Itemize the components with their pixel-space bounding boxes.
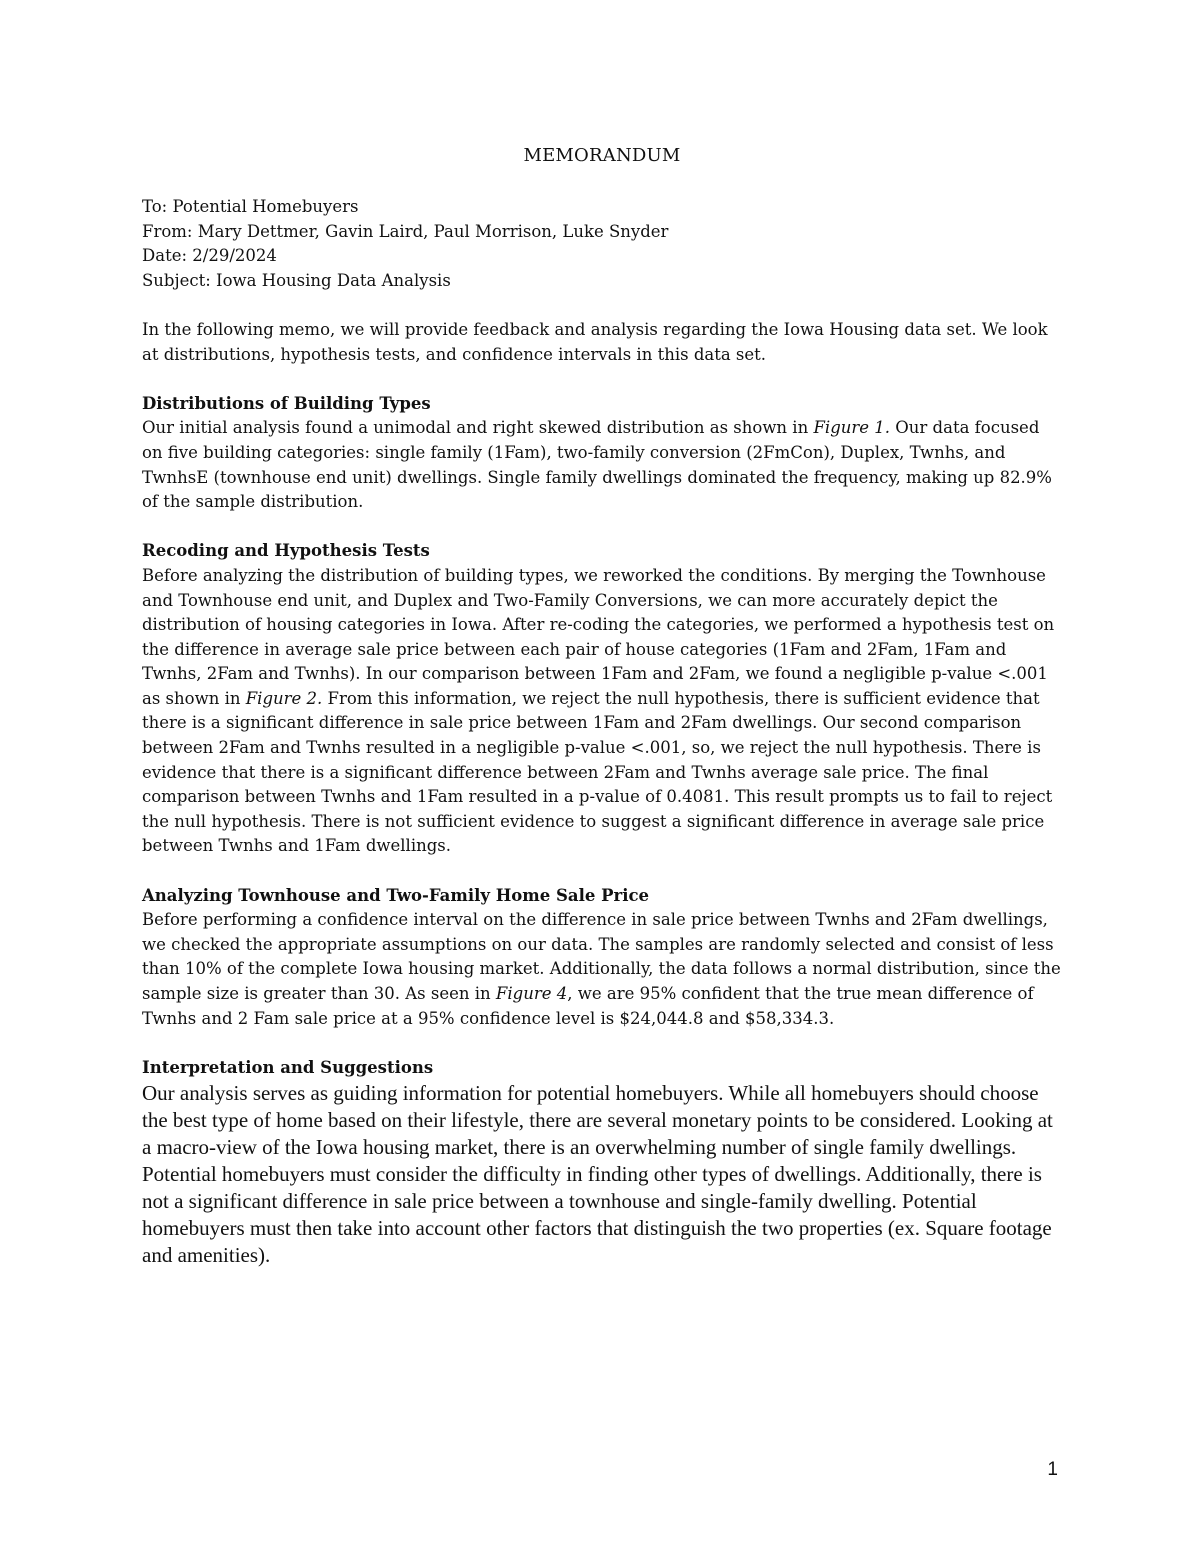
spacer <box>142 1031 1062 1056</box>
memo-to: To: Potential Homebuyers <box>142 197 359 216</box>
text-run: Our initial analysis found a unimodal and right skewed distribution as shown in <box>142 418 814 438</box>
section-heading-townhouse: Analyzing Townhouse and Two-Family Home Sale Price <box>142 885 650 905</box>
section-text-distributions <box>142 416 1062 514</box>
memo-title: MEMORANDUM <box>523 145 681 166</box>
memo-body <box>142 143 1062 1269</box>
section-heading-recoding: Recoding and Hypothesis Tests <box>142 541 430 561</box>
memo-from: From: Mary Dettmer, Gavin Laird, Paul Morrison, Luke Snyder <box>142 221 669 241</box>
text-run: From this information, we reject the null hypothesis, there is sufficient evidence that there is a significant difference in sale price between 1Fam and 2Fam dwellings. Our second comparison between 2Fam and Twnhs resulted in a negligible p-value <.001, so, we reject the null hypothesis. There is evidence that there is a significant difference between 2Fam and Twnhs average sale price. The final comparison between Twnhs and 1Fam resulted in a p-value of 0.4081. This result prompts us to fail to reject the null hypothesis. There is not sufficient evidence to suggest a significant difference in average sale price between Twnhs and 1Fam dwellings. <box>142 688 1053 856</box>
text-run: Our data focused on five building categories: single family (1Fam), two-family conversion (2FmCon), Duplex, Twnhs, and TwnhsE (townhouse end unit) dwellings. Single family dwellings dominated the frequency, making up 82.9% of the sample distribution. <box>142 418 1052 512</box>
spacer <box>142 293 1062 318</box>
section-heading-distributions: Distributions of Building Types <box>142 393 431 413</box>
text-run: Before analyzing the distribution of building types, we reworked the conditions. By merging the Townhouse and Townhouse end unit, and Duplex and Two-Family Conversions, we can more accurately depict the distribution of housing categories in Iowa. After re-coding the categories, we performed a hypothesis test on the difference in average sale price between each pair of house categories (1Fam and 2Fam, 1Fam and Twnhs, 2Fam and Twnhs). In our comparison between 1Fam and 2Fam, we found a negligible p-value <.001 as shown in <box>142 565 1055 708</box>
memo-intro: In the following memo, we will provide feedback and analysis regarding the Iowa Housing data set. We look at distributions, hypothesis tests, and confidence intervals in this data set. <box>142 319 1048 364</box>
spacer <box>142 859 1062 884</box>
figure-reference: Figure 2. <box>245 688 323 708</box>
spacer <box>142 367 1062 392</box>
section-heading-interpretation: Interpretation and Suggestions <box>142 1057 434 1077</box>
text-run: Before performing a confidence interval on the difference in sale price between Twnhs and 2Fam dwellings, we checked the appropriate assumptions on our data. The samples are randomly selected and consist of less than 10% of the complete Iowa housing market. Additionally, the data follows a normal distribution, since the sample size is greater than 30. As seen in <box>142 910 1061 1003</box>
figure-reference: Figure 1. <box>813 418 891 438</box>
spacer <box>142 515 1062 540</box>
memo-date: Date: 2/29/2024 <box>142 246 277 266</box>
text-run: , we are 95% confident that the true mean difference of Twnhs and 2 Fam sale price at a 95% confidence level is $24,044.8 and $58,334.3. <box>142 984 1034 1028</box>
section-text-townhouse <box>142 908 1062 1031</box>
figure-reference: Figure 4 <box>495 984 568 1003</box>
section-text-recoding <box>142 564 1062 859</box>
section-text-interpretation: Our analysis serves as guiding information for potential homebuyers. While all homebuyers should choose the best type of home based on their lifestyle, there are several monetary points to be considered. Looking at a macro-view of the Iowa housing market, there is an overwhelming number of single family dwellings. Potential homebuyers must consider the difficulty in finding other types of dwellings. Additionally, there is not a significant difference in sale price between a townhouse and single-family dwelling. Potential homebuyers must then take into account other factors that distinguish the two properties (ex. Square footage and amenities). <box>142 1081 1053 1268</box>
page-number: 1 <box>1047 1459 1058 1480</box>
memo-subject: Subject: Iowa Housing Data Analysis <box>142 270 451 290</box>
